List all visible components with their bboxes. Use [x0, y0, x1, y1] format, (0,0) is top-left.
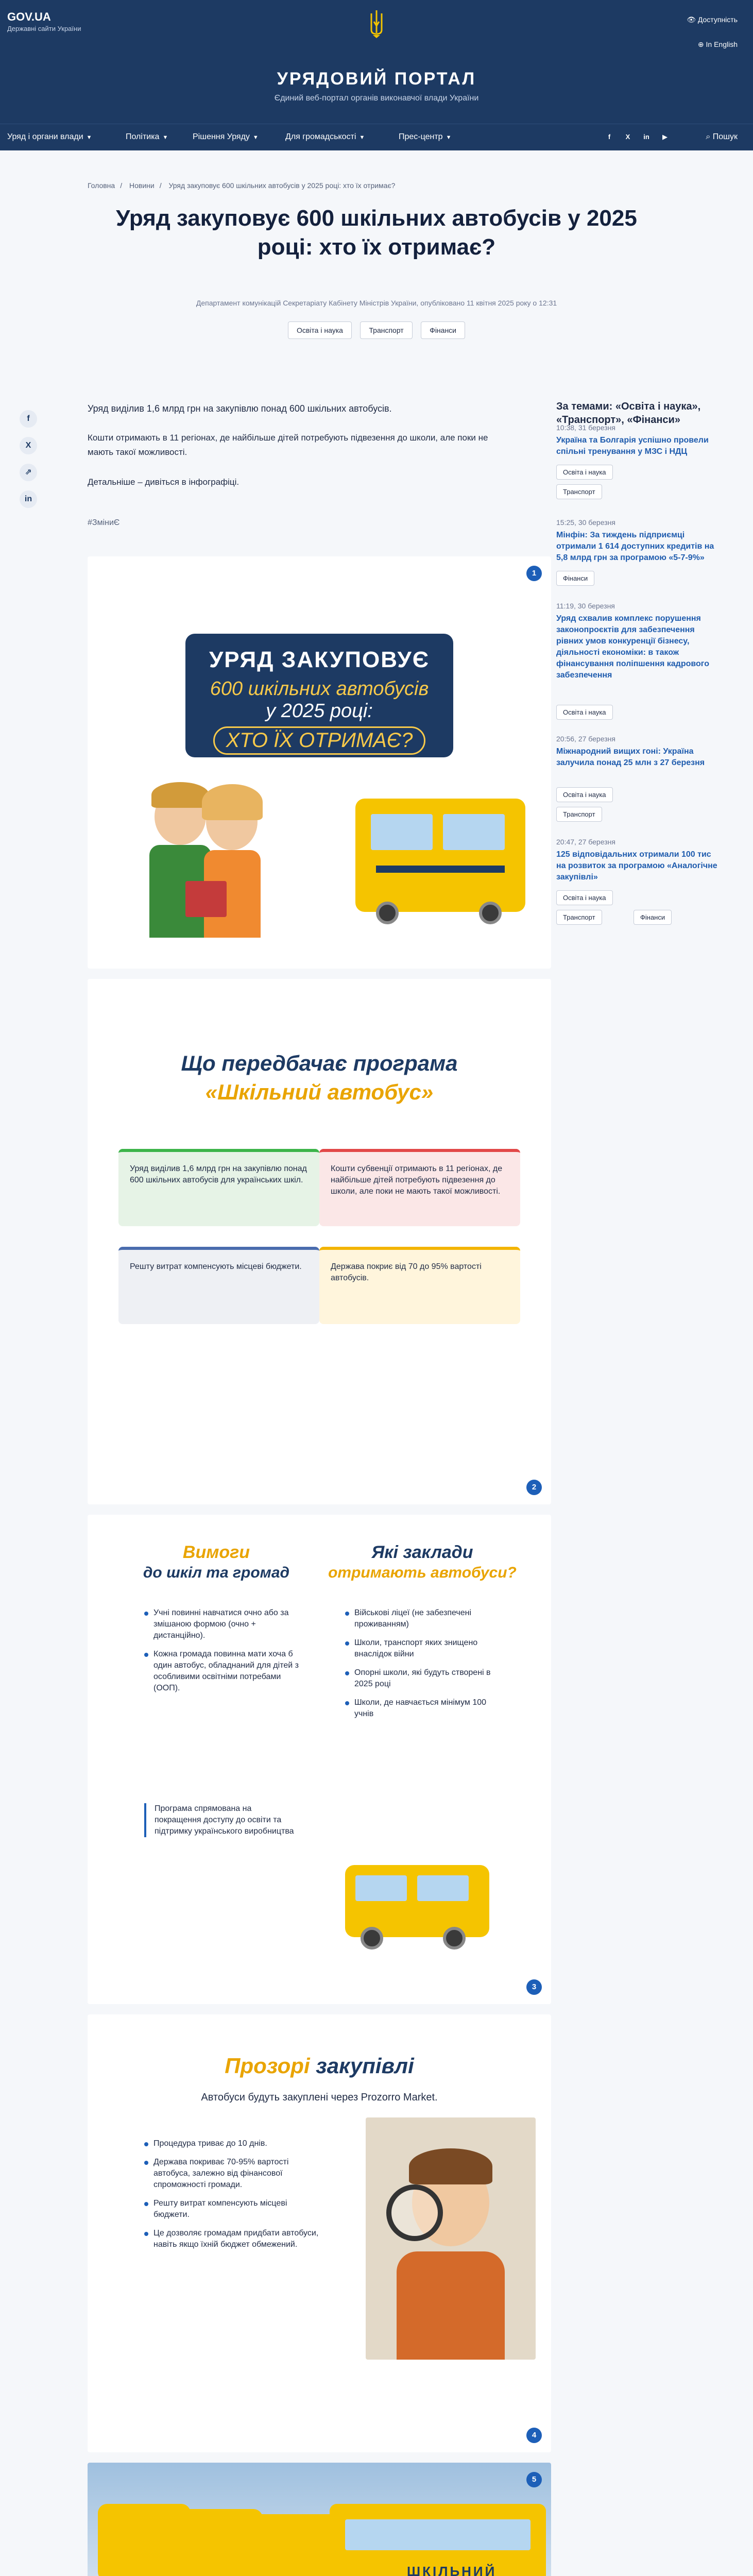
- list-item: Це дозволяє громадам придбати автобуси, навіть якщо їхній бюджет обмежений.: [144, 2228, 319, 2250]
- news-date: 11:19, 30 березня: [556, 602, 615, 610]
- x-icon[interactable]: X: [625, 133, 630, 141]
- list-item: Держава покриває 70-95% вартості автобуса, залежно від фінансової спроможності громади.: [144, 2157, 319, 2191]
- list-item: Опорні школи, які будуть створені в 2025 році: [345, 1667, 500, 1690]
- share-x-icon[interactable]: X: [20, 437, 37, 454]
- trident-icon[interactable]: [368, 9, 385, 39]
- sidebar-heading: За темами: «Освіта і наука», «Транспорт», «Фінанси»: [556, 401, 701, 426]
- breadcrumb-current: Уряд закуповує 600 шкільних автобусів у 2025 році: хто їх отримає?: [168, 181, 396, 190]
- section-heading: до шкіл та громад: [143, 1564, 290, 1581]
- section-heading: Які заклади: [371, 1543, 473, 1562]
- news-tag[interactable]: Транспорт: [556, 807, 602, 822]
- info-box: Уряд виділив 1,6 млрд грн на закупівлю понад 600 шкільних автобусів для українських шкіл.: [118, 1149, 319, 1226]
- article-hashtag[interactable]: #ЗміниЄ: [88, 518, 120, 527]
- list-item: Військові ліцеї (не забезпечені проживанням): [345, 1607, 500, 1630]
- program-note: Програма спрямована на покращення доступу до освіти та підтримку українського виробництва: [144, 1803, 299, 1837]
- article-lead: Уряд виділив 1,6 млрд грн на закупівлю понад 600 шкільних автобусів.: [88, 403, 392, 414]
- nav-item-press[interactable]: Прес-центр ▼: [399, 132, 452, 141]
- news-tag[interactable]: Транспорт: [556, 910, 602, 925]
- infographic-title-block: УРЯД ЗАКУПОВУЄ 600 шкільних автобусів у 2025 році: ХТО ЇХ ОТРИМАЄ?: [185, 634, 453, 757]
- page-title: Уряд закуповує 600 шкільних автобусів у 2025 році: хто їх отримає?: [116, 206, 637, 260]
- breadcrumb-separator: /: [159, 181, 162, 190]
- breadcrumb: [88, 181, 400, 190]
- section-heading: Що передбачає програма: [181, 1051, 458, 1075]
- news-link[interactable]: 125 відповідальних отримали 100 тис на розвиток за програмою «Аналогічне закупівлі»: [556, 850, 717, 882]
- share-facebook-icon[interactable]: f: [20, 410, 37, 428]
- main-nav: [0, 124, 753, 150]
- globe-icon: ⊕: [697, 40, 706, 48]
- chevron-down-icon: ▼: [86, 134, 92, 141]
- chevron-down-icon: ▼: [252, 134, 259, 141]
- site-subtitle: Єдиний веб-портал органів виконавчої влади України: [274, 94, 479, 103]
- slide-number: 5: [526, 2472, 542, 2487]
- info-box: Решту витрат компенсують місцеві бюджети.: [118, 1247, 319, 1324]
- news-tag[interactable]: Фінанси: [556, 571, 594, 586]
- tag-education[interactable]: Освіта і наука: [288, 321, 352, 339]
- section-intro: Автобуси будуть закуплені через Prozorro Market.: [201, 2092, 438, 2103]
- search-button[interactable]: ⌕ Пошук: [706, 132, 738, 141]
- buses-photo: [88, 2463, 551, 2576]
- list-item: Школи, де навчається мінімум 100 учнів: [345, 1697, 500, 1720]
- children-illustration: [134, 778, 278, 948]
- gov-logo[interactable]: GOV.UA: [7, 10, 51, 23]
- section-heading: Прозорі закупівлі: [225, 2054, 414, 2078]
- slide-number: 1: [526, 566, 542, 581]
- news-link[interactable]: Україна та Болгарія успішно провели спільні тренування у МЗС і НДЦ: [556, 436, 709, 456]
- breadcrumb-news[interactable]: Новини: [129, 181, 155, 190]
- infographic-card-5: [88, 2463, 551, 2576]
- section-heading: «Шкільний автобус»: [205, 1080, 434, 1104]
- news-tag[interactable]: Освіта і наука: [556, 465, 613, 480]
- list-item: Процедура триває до 10 днів.: [144, 2138, 319, 2149]
- section-heading: отримають автобуси?: [328, 1564, 517, 1581]
- list-item: Учні повинні навчатися очно або за змішаною формою (очно + дистанційно).: [144, 1607, 299, 1641]
- article-meta: Департамент комунікацій Секретаріату Кабінету Міністрів України, опубліковано 11 квітня 2025 року о 12:31: [196, 299, 557, 307]
- news-date: 20:47, 27 березня: [556, 838, 615, 846]
- accessibility-link[interactable]: 👁 Доступність: [687, 15, 738, 24]
- article-tags: [88, 321, 665, 339]
- infographic-card-2: [88, 979, 551, 1504]
- facebook-icon[interactable]: f: [608, 133, 611, 141]
- gov-bar: [0, 0, 753, 41]
- nav-item-government[interactable]: Уряд і органи влади ▼: [7, 132, 92, 141]
- share-linkedin-icon[interactable]: in: [20, 490, 37, 508]
- news-tag[interactable]: Освіта і наука: [556, 890, 613, 905]
- bus-label: ШКІЛЬНИЙ: [407, 2564, 497, 2576]
- chevron-down-icon: ▼: [162, 134, 168, 141]
- news-link[interactable]: Уряд схвалив комплекс порушення законопроєктів для забезпечення рівних умов конкуренції бізнесу, діяльності економіки: в також фінансування поліпшення кадрового забезпечення: [556, 614, 709, 680]
- nav-item-decisions[interactable]: Рішення Уряду ▼: [193, 132, 259, 141]
- infographic-card-1: [88, 556, 551, 969]
- list-item: Школи, транспорт яких знищено внаслідок війни: [345, 1637, 500, 1660]
- news-tag[interactable]: Освіта і наука: [556, 705, 613, 720]
- info-box: Держава покриє від 70 до 95% вартості автобусів.: [319, 1247, 520, 1324]
- procurement-list: [144, 2138, 319, 2258]
- info-box: Кошти субвенції отримають в 11 регіонах, де найбільше дітей потребують підвезення до школи, але поки не мають такої можливості.: [319, 1149, 520, 1226]
- lang-link[interactable]: ⊕ In English: [697, 40, 738, 48]
- section-heading: Вимоги: [182, 1543, 250, 1562]
- tag-transport[interactable]: Транспорт: [360, 321, 412, 339]
- article-paragraph: Детальніше – дивіться в інфографіці.: [88, 477, 239, 487]
- list-item: Кожна громада повинна мати хоча б один автобус, обладнаний для дітей з особливими освітніми потребами (ООП).: [144, 1649, 299, 1694]
- news-tag[interactable]: Освіта і наука: [556, 787, 613, 802]
- news-date: 15:25, 30 березня: [556, 518, 615, 527]
- chevron-down-icon: ▼: [359, 134, 365, 141]
- school-bus-illustration: [355, 799, 525, 933]
- search-icon: ⌕: [706, 132, 713, 141]
- infographic-card-4: [88, 2014, 551, 2452]
- nav-item-policy[interactable]: Політика ▼: [126, 132, 168, 141]
- tag-finance[interactable]: Фінанси: [421, 321, 465, 339]
- list-item: Решту витрат компенсують місцеві бюджети.: [144, 2198, 319, 2221]
- breadcrumb-separator: /: [120, 181, 123, 190]
- slide-number: 2: [526, 1480, 542, 1495]
- school-bus-illustration: [345, 1844, 515, 1947]
- share-link-icon[interactable]: ⇗: [20, 464, 37, 481]
- slide-number: 3: [526, 1979, 542, 1995]
- site-header: [0, 41, 753, 124]
- news-tag[interactable]: Фінанси: [634, 910, 672, 925]
- nav-item-public[interactable]: Для громадськості ▼: [285, 132, 365, 141]
- article-paragraph: Кошти отримають в 11 регіонах, де найбільше дітей потребують підвезення до школи, але поки не мають такої можливості.: [88, 433, 488, 457]
- eye-icon: 👁: [687, 15, 698, 24]
- news-date: 10:38, 31 березня: [556, 423, 615, 432]
- chevron-down-icon: ▼: [446, 134, 452, 141]
- child-magnifier-photo: [366, 2117, 536, 2360]
- news-tag[interactable]: Транспорт: [556, 484, 602, 499]
- breadcrumb-home[interactable]: Головна: [88, 181, 115, 190]
- site-title[interactable]: УРЯДОВИЙ ПОРТАЛ: [277, 69, 476, 89]
- eligible-list: [345, 1607, 500, 1727]
- gov-tagline: Державні сайти України: [7, 25, 81, 32]
- news-date: 20:56, 27 березня: [556, 735, 615, 743]
- infographic-card-3: [88, 1515, 551, 2004]
- requirements-list: [144, 1607, 299, 1701]
- linkedin-icon[interactable]: in: [643, 133, 649, 141]
- youtube-icon[interactable]: ▶: [662, 133, 668, 141]
- slide-number: 4: [526, 2428, 542, 2443]
- news-link[interactable]: Міжнародний вищих гоні: Україна залучила понад 25 млн з 27 березня: [556, 747, 705, 767]
- news-link[interactable]: Мінфін: За тиждень підприємці отримали 1 614 доступних кредитів на 5,8 млрд грн за програмою «5-7-9%»: [556, 531, 714, 562]
